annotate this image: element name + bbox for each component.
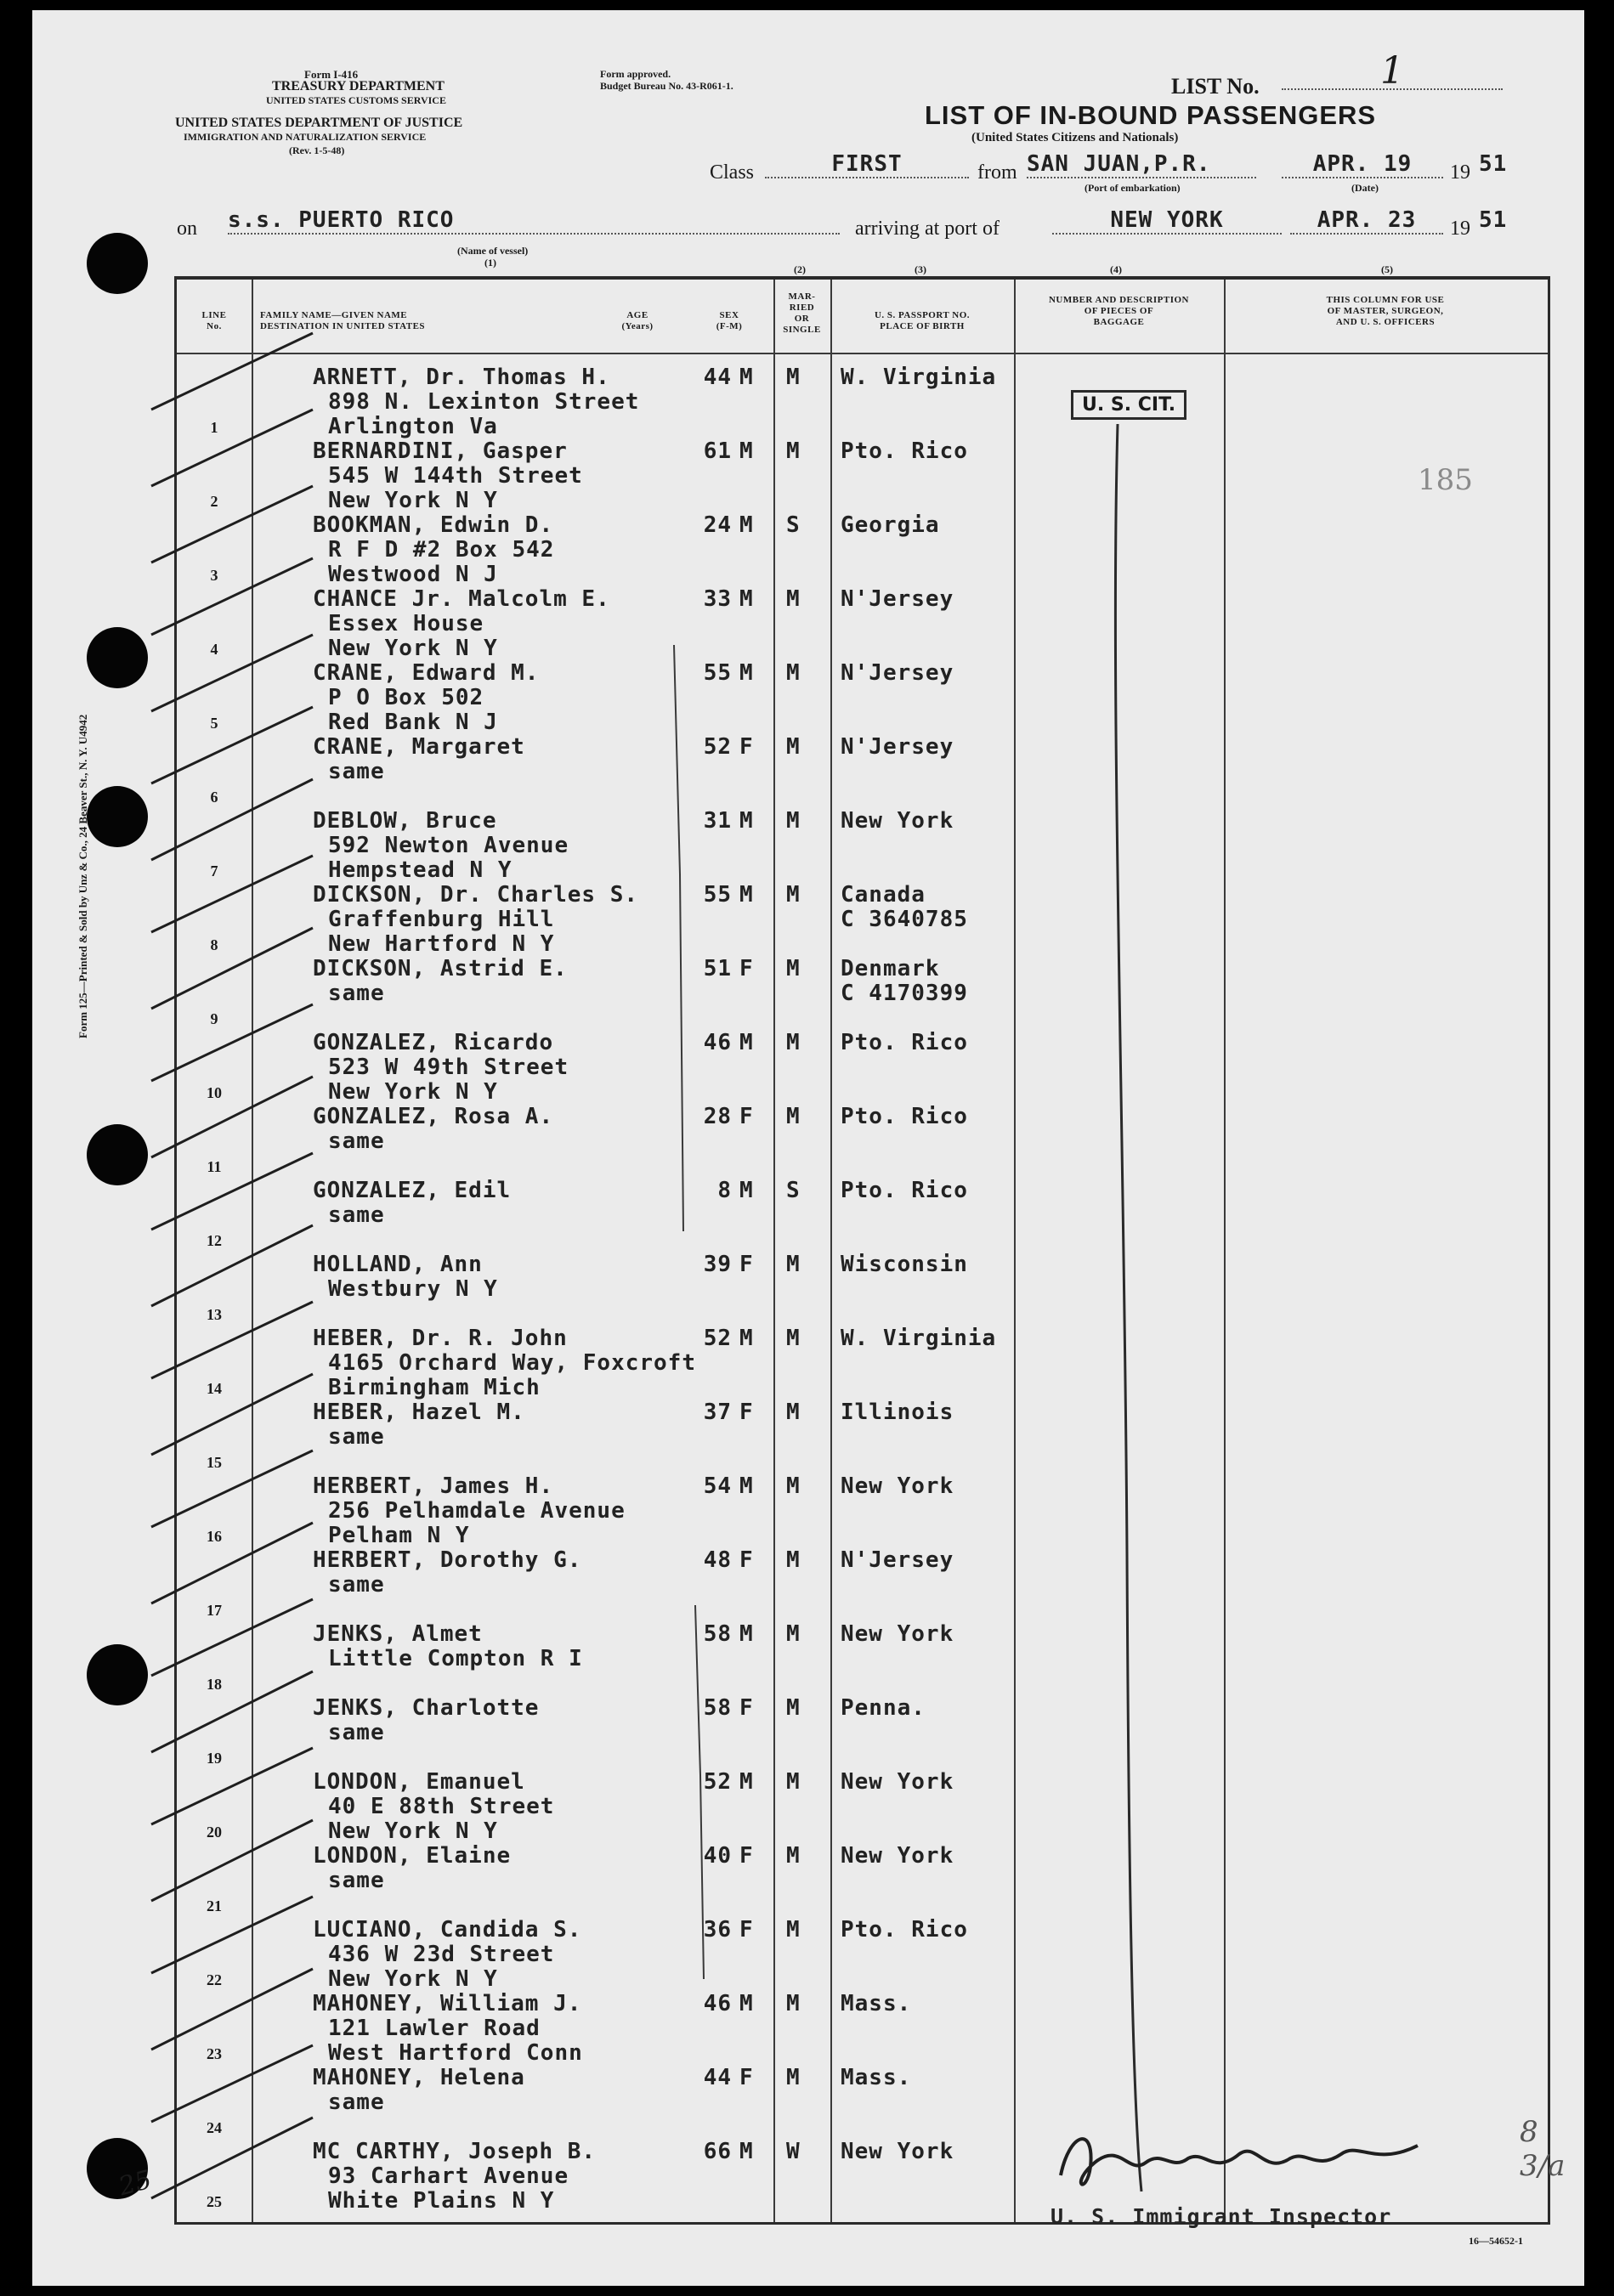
passenger-name: MAHONEY, William J. [313,1991,582,2016]
line-number: 9 [210,1010,218,1027]
birthplace-value: N'Jersey [841,586,954,612]
passenger-name: LONDON, Elaine [313,1843,512,1869]
destination-line: same [328,2090,385,2115]
sex-value: M [739,1178,754,1203]
on-label: on [177,218,197,240]
passenger-name: HERBERT, Dorothy G. [313,1547,582,1573]
passenger-name: MC CARTHY, Joseph B. [313,2139,597,2164]
passenger-name: MAHONEY, Helena [313,2065,525,2090]
passport-number: C 4170399 [841,981,968,1006]
age-value: 48 [703,1547,732,1573]
destination-line: Essex House [328,611,484,636]
destination-line: 592 Newton Avenue [328,833,569,858]
age-value: 58 [703,1695,732,1721]
marital-value: M [786,882,801,908]
line-number: 3 [210,567,218,584]
check-mark [151,1153,313,1230]
marital-value: M [786,1400,801,1425]
check-mark [151,1748,313,1824]
marital-value: M [786,1547,801,1573]
arriving-label: arriving at port of [855,218,1000,240]
birthplace-value: New York [841,1843,954,1869]
destination-city: New York N Y [328,488,498,513]
marital-value: M [786,365,801,390]
birthplace-value: Mass. [841,2065,912,2090]
line-number: 16 [207,1528,222,1545]
check-mark [151,1004,313,1081]
header-baggage: NUMBER AND DESCRIPTION OF PIECES OF BAGGAGE [1048,295,1190,327]
passenger-name: JENKS, Charlotte [313,1695,540,1721]
destination-city: New York N Y [328,1079,498,1105]
signature-scrawl [1044,2116,1435,2201]
justice-dept: UNITED STATES DEPARTMENT OF JUSTICE [175,116,463,130]
col-num-4: (4) [1110,263,1122,275]
sex-value: F [739,734,754,760]
passenger-name: DEBLOW, Bruce [313,808,497,834]
destination-line: 4165 Orchard Way, Foxcroft [328,1350,696,1376]
age-value: 8 [717,1178,732,1203]
line-number: 5 [210,715,218,732]
destination-city: Westwood N J [328,562,498,587]
line-number: 14 [207,1380,222,1397]
destination-line: same [328,1720,385,1745]
check-mark [151,558,313,635]
sex-value: M [739,1991,754,2016]
sex-value: M [739,1326,754,1351]
marital-value: M [786,1843,801,1869]
marital-value: M [786,1030,801,1055]
marital-value: M [786,808,801,834]
destination-city: New York N Y [328,1818,498,1844]
sex-value: M [739,808,754,834]
destination-city: Pelham N Y [328,1523,470,1548]
check-mark [151,2118,313,2198]
marital-value: S [786,1178,801,1203]
passenger-name: DICKSON, Astrid E. [313,956,568,981]
budget-bureau: Budget Bureau No. 43-R061-1. [600,80,733,92]
destination-line: 256 Pelhamdale Avenue [328,1498,626,1524]
line-number: 19 [207,1750,222,1767]
passenger-name: ARNETT, Dr. Thomas H. [313,365,610,390]
header-age: AGE (Years) [621,310,654,331]
marital-value: M [786,1473,801,1499]
age-value: 55 [703,660,732,686]
birthplace-value: Denmark [841,956,940,981]
birthplace-value: New York [841,2139,954,2164]
birthplace-value: Canada [841,882,926,908]
departure-year: 51 [1479,151,1508,177]
line-number: 13 [207,1306,222,1323]
sex-value: M [739,1769,754,1795]
marital-value: W [786,2139,801,2164]
birthplace-value: Pto. Rico [841,1178,968,1203]
manifest-sheet [32,10,1584,2286]
line-number: 2 [210,493,218,510]
sex-value: F [739,1695,754,1721]
destination-line: 121 Lawler Road [328,2016,541,2041]
age-value: 36 [703,1917,732,1943]
destination-line: Little Compton R I [328,1646,583,1671]
marital-value: M [786,438,801,464]
birthplace-value: N'Jersey [841,660,954,686]
sex-value: F [739,1400,754,1425]
marital-value: M [786,1917,801,1943]
sex-value: F [739,1104,754,1129]
birthplace-value: Pto. Rico [841,438,968,464]
vessel-col-num: (1) [484,257,496,269]
check-mark [151,1374,313,1455]
form-number: Form I-416 [304,68,359,81]
marital-value: M [786,2065,801,2090]
destination-city: West Hartford Conn [328,2040,583,2066]
check-mark [151,856,313,932]
age-value: 31 [703,808,732,834]
destination-city: New York N Y [328,1966,498,1992]
us-citizen-stamp: U. S. CIT. [1071,390,1186,420]
check-mark [151,1897,313,1973]
departure-date: APR. 19 [1282,151,1443,178]
col-num-5: (5) [1381,263,1393,275]
age-value: 51 [703,956,732,981]
destination-city: Red Bank N J [328,710,498,735]
check-mark [151,2045,313,2122]
passenger-name: HEBER, Hazel M. [313,1400,525,1425]
sex-value: M [739,1621,754,1647]
sex-value: M [739,2139,754,2164]
date-caption: (Date) [1351,182,1379,194]
line-number: 21 [207,1897,222,1914]
birthplace-value: Wisconsin [841,1252,968,1277]
passenger-name: GONZALEZ, Ricardo [313,1030,554,1055]
sex-value: F [739,956,754,981]
line-number: 20 [207,1824,222,1841]
passenger-name: HERBERT, James H. [313,1473,554,1499]
birthplace-value: New York [841,1621,954,1647]
birthplace-value: W. Virginia [841,365,997,390]
sex-value: M [739,660,754,686]
check-mark [151,635,313,711]
sex-value: M [739,882,754,908]
check-mark [151,1302,313,1378]
passenger-name: CRANE, Edward M. [313,660,540,686]
line-number: 10 [207,1084,222,1101]
marital-value: M [786,1621,801,1647]
header-officers: THIS COLUMN FOR USE OF MASTER, SURGEON, AND U. S. OFFICERS [1326,295,1445,327]
birthplace-value: W. Virginia [841,1326,997,1351]
line-number: 18 [207,1676,222,1693]
age-value: 39 [703,1252,732,1277]
destination-line: same [328,1202,385,1228]
marital-value: M [786,734,801,760]
sex-value: M [739,365,754,390]
age-value: 33 [703,586,732,612]
line-number: 15 [207,1454,222,1471]
check-mark [151,1969,313,2050]
ins-service: IMMIGRATION AND NATURALIZATION SERVICE [184,131,427,143]
vessel-name: s.s. PUERTO RICO [228,207,840,235]
age-value: 46 [703,1030,732,1055]
destination-line: Westbury N Y [328,1276,498,1302]
passenger-name: DICKSON, Dr. Charles S. [313,882,639,908]
marital-value: M [786,1991,801,2016]
class-value: FIRST [765,151,969,178]
header-name: FAMILY NAME—GIVEN NAME DESTINATION IN UNITED STATES [260,310,426,331]
printer-note: Form 125—Printed & Sold by Unz & Co., 24 Beaver St., N. Y. U4942 [76,714,89,1038]
destination-line: 40 E 88th Street [328,1794,555,1819]
check-mark [151,928,313,1009]
port-embarkation: SAN JUAN,P.R. [1027,151,1256,178]
destination-line: R F D #2 Box 542 [328,537,555,563]
sex-value: F [739,1547,754,1573]
header-married: MAR- RIED OR SINGLE [783,291,821,335]
line-number: 4 [210,641,218,658]
passenger-name: GONZALEZ, Rosa A. [313,1104,554,1129]
line-number: 25 [207,2193,222,2210]
list-no-label: LIST No. [1171,74,1260,99]
age-value: 46 [703,1991,732,2016]
destination-line: Graffenburg Hill [328,907,555,932]
check-mark [151,333,313,410]
passenger-name: LONDON, Emanuel [313,1769,525,1795]
marital-value: M [786,660,801,686]
age-value: 52 [703,734,732,760]
destination-city: White Plains N Y [328,2188,555,2214]
check-mark [151,1077,313,1157]
list-no-value: 1 [1282,49,1503,90]
port-caption: (Port of embarkation) [1084,182,1181,194]
marital-value: M [786,1104,801,1129]
passport-number: C 3640785 [841,907,968,932]
marital-value: M [786,586,801,612]
line-number: 22 [207,1971,222,1988]
line-number: 12 [207,1232,222,1249]
destination-city: Arlington Va [328,414,498,439]
marital-value: S [786,512,801,538]
form-subtitle: (United States Citizens and Nationals) [971,131,1179,144]
arrival-date: APR. 23 [1290,207,1443,235]
age-value: 44 [703,2065,732,2090]
line-number: 6 [210,789,218,806]
passenger-name: LUCIANO, Candida S. [313,1917,582,1943]
passenger-name: BOOKMAN, Edwin D. [313,512,554,538]
age-value: 55 [703,882,732,908]
age-value: 52 [703,1769,732,1795]
destination-line: P O Box 502 [328,685,484,710]
header-line-no: LINE No. [201,310,227,331]
marital-value: M [786,1695,801,1721]
check-mark [151,1225,313,1306]
header-passport: U. S. PASSPORT NO. PLACE OF BIRTH [874,310,971,331]
check-mark [151,486,313,563]
treasury-dept: TREASURY DEPARTMENT [272,79,445,93]
margin-note: 25 [116,2164,156,2203]
sex-value: M [739,1030,754,1055]
inspector-signature [1044,2116,1435,2213]
birthplace-value: Mass. [841,1991,912,2016]
line-number: 11 [207,1158,222,1175]
sex-value: M [739,438,754,464]
birthplace-value: Pto. Rico [841,1104,968,1129]
check-mark [151,707,313,783]
age-value: 44 [703,365,732,390]
age-value: 37 [703,1400,732,1425]
sex-value: M [739,512,754,538]
sex-value: F [739,1252,754,1277]
form-title: LIST OF IN-BOUND PASSENGERS [925,100,1377,130]
birthplace-value: Illinois [841,1400,954,1425]
form-approved: Form approved. [600,68,671,80]
destination-line: same [328,1424,385,1450]
passenger-name: GONZALEZ, Edil [313,1178,512,1203]
destination-city: Birmingham Mich [328,1375,541,1400]
passenger-name: BERNARDINI, Gasper [313,438,568,464]
line-number: 17 [207,1602,222,1619]
age-value: 24 [703,512,732,538]
sex-value: M [739,1473,754,1499]
destination-line: same [328,1572,385,1598]
check-mark [151,1599,313,1676]
passenger-name: CHANCE Jr. Malcolm E. [313,586,610,612]
line-number: 1 [210,419,218,436]
birthplace-value: N'Jersey [841,734,954,760]
birthplace-value: Pto. Rico [841,1030,968,1055]
marital-value: M [786,956,801,981]
destination-line: same [328,981,385,1006]
col-num-3: (3) [915,263,926,275]
birthplace-value: Penna. [841,1695,926,1721]
destination-line: 545 W 144th Street [328,463,583,489]
sex-value: M [739,586,754,612]
age-value: 28 [703,1104,732,1129]
passenger-name: JENKS, Almet [313,1621,483,1647]
age-value: 52 [703,1326,732,1351]
destination-line: same [328,759,385,784]
inspector-title: U. S. Immigrant Inspector [1051,2204,1392,2229]
passenger-name: CRANE, Margaret [313,734,525,760]
passenger-name: HEBER, Dr. R. John [313,1326,568,1351]
destination-line: 898 N. Lexinton Street [328,389,640,415]
check-mark [151,779,313,860]
destination-city: New York N Y [328,636,498,661]
sex-value: F [739,1843,754,1869]
year-prefix: 19 [1450,161,1470,184]
footer-code: 16—54652-1 [1469,2235,1523,2247]
vessel-caption: (Name of vessel) [457,245,529,257]
pencil-number: 185 [1418,463,1473,497]
from-label: from [977,161,1017,184]
age-value: 40 [703,1843,732,1869]
birthplace-value: N'Jersey [841,1547,954,1573]
birthplace-value: New York [841,808,954,834]
check-mark [151,1820,313,1901]
arrival-year-prefix: 19 [1450,218,1470,240]
birthplace-value: New York [841,1473,954,1499]
birthplace-value: New York [841,1769,954,1795]
line-number: 23 [207,2045,222,2062]
arrival-year: 51 [1479,207,1508,233]
destination-city: New Hartford N Y [328,931,555,957]
destination-line: same [328,1868,385,1893]
header-sex: SEX (F-M) [716,310,743,331]
sex-value: F [739,2065,754,2090]
marital-value: M [786,1252,801,1277]
birthplace-value: Georgia [841,512,940,538]
sex-value: F [739,1917,754,1943]
age-value: 61 [703,438,732,464]
destination-line: 436 W 23d Street [328,1942,555,1967]
age-value: 54 [703,1473,732,1499]
arrival-port: NEW YORK [1052,207,1282,235]
line-number: 7 [210,862,218,879]
check-mark [151,1671,313,1752]
marital-value: M [786,1769,801,1795]
customs-service: UNITED STATES CUSTOMS SERVICE [266,94,446,106]
check-mark [151,1451,313,1527]
check-mark [151,410,313,486]
class-label: Class [710,161,755,184]
revision: (Rev. 1-5-48) [289,144,345,156]
line-number: 24 [207,2119,222,2136]
passenger-name: HOLLAND, Ann [313,1252,483,1277]
age-value: 58 [703,1621,732,1647]
line-number: 8 [210,936,218,953]
marital-value: M [786,1326,801,1351]
fraction-note: 8 3/a [1520,2115,1566,2183]
birthplace-value: Pto. Rico [841,1917,968,1943]
destination-line: 523 W 49th Street [328,1055,569,1080]
check-marks [32,10,1584,2286]
destination-line: same [328,1128,385,1154]
age-value: 66 [703,2139,732,2164]
destination-city: Hempstead N Y [328,857,513,883]
destination-line: 93 Carhart Avenue [328,2163,569,2189]
check-mark [151,1523,313,1603]
col-num-2: (2) [794,263,806,275]
